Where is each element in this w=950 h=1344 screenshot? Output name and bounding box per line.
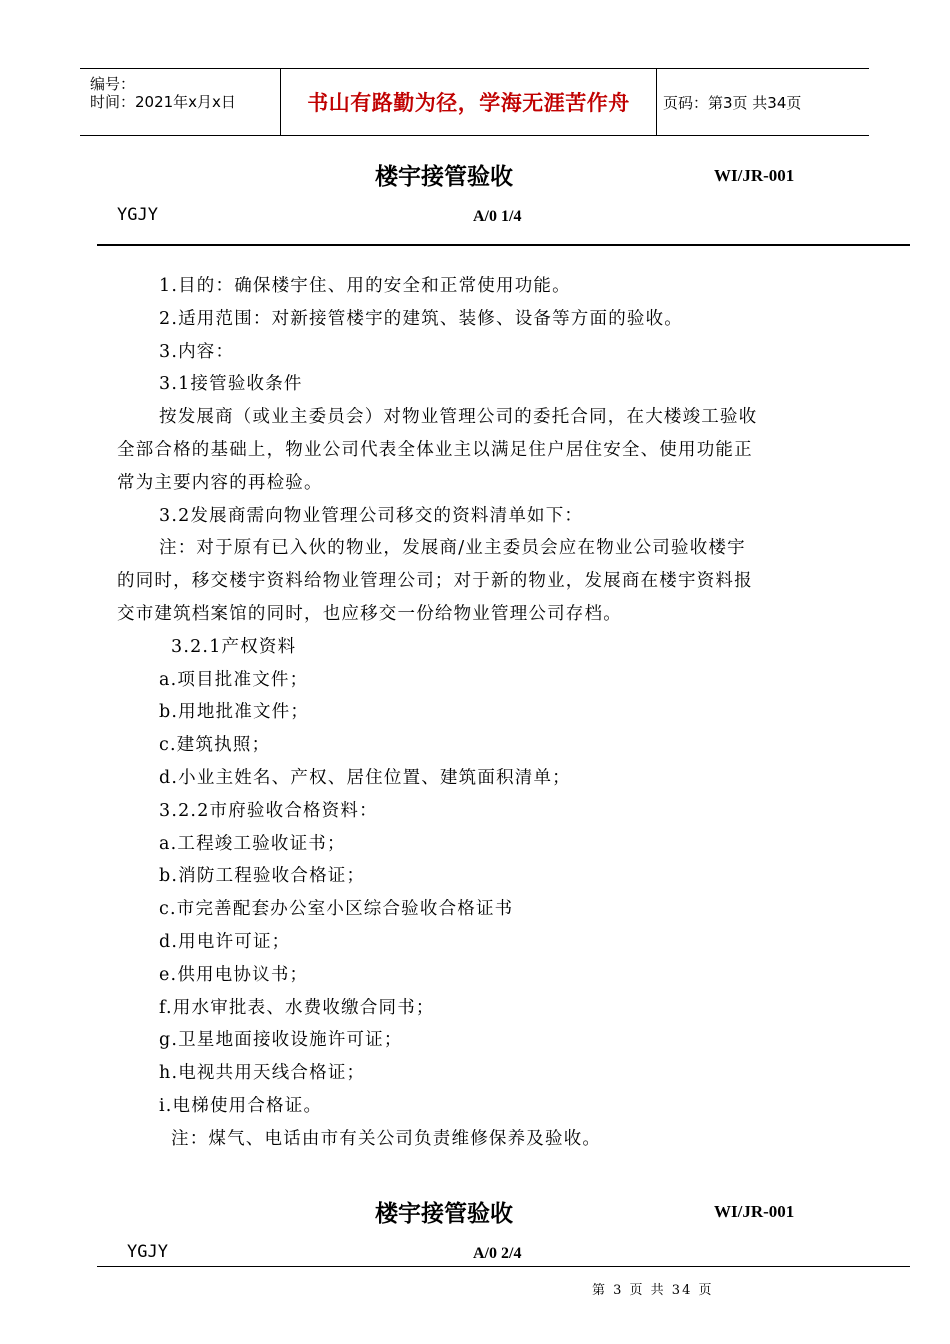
subheading-3-1: 3.1接管验收条件 xyxy=(159,374,303,395)
doc-number-label: 编号： xyxy=(90,75,136,93)
paragraph-line: 的同时，移交楼宇资料给物业管理公司；对于新的物业，发展商在楼宇资料报 xyxy=(117,571,753,592)
header-motto-cell xyxy=(281,69,657,135)
doc-date-label: 时间：2021年x月x日 xyxy=(90,93,236,111)
subheading-3-2: 3.2发展商需向物业管理公司移交的资料清单如下： xyxy=(159,505,584,526)
purpose-line: 1.目的：确保楼宇住、用的安全和正常使用功能。 xyxy=(159,276,571,296)
list-item: a.项目批准文件； xyxy=(159,669,309,690)
list-item: a.工程竣工验收证书； xyxy=(159,833,346,854)
list-item: i.电梯使用合格证。 xyxy=(159,1095,323,1116)
section-revision: A/0 2/4 xyxy=(473,1245,522,1262)
section-org-code: YGJY xyxy=(127,1242,168,1262)
list-item: f.用水审批表、水费收缴合同书； xyxy=(159,997,435,1018)
paragraph-line: 常为主要内容的再检验。 xyxy=(117,472,323,493)
list-item: g.卫星地面接收设施许可证； xyxy=(159,1030,403,1051)
header-page-cell xyxy=(657,69,869,135)
paragraph-conditions xyxy=(117,401,837,499)
document-body xyxy=(117,270,837,1156)
list-item: h.电视共用天线合格证； xyxy=(159,1063,366,1084)
list-item: b.用地批准文件； xyxy=(159,702,310,723)
paragraph-line: 注：对于原有已入伙的物业，发展商/业主委员会应在物业公司验收楼宇 xyxy=(159,538,746,559)
header-table xyxy=(80,68,869,136)
scope-line: 2.适用范围：对新接管楼宇的建筑、装修、设备等方面的验收。 xyxy=(159,308,683,329)
motto-text: 书山有路勤为径，学海无涯苦作舟 xyxy=(307,91,630,115)
list-item: e.供用电协议书； xyxy=(159,964,309,985)
paragraph-line: 全部合格的基础上，物业公司代表全体业主以满足住户居住安全、使用功能正 xyxy=(117,439,753,460)
section-org-code: YGJY xyxy=(117,205,158,225)
section-revision: A/0 1/4 xyxy=(473,208,522,225)
list-item: d.用电许可证； xyxy=(159,931,291,952)
subheading-3-2-1: 3.2.1产权资料 xyxy=(171,636,297,657)
section-title: 楼宇接管验收 xyxy=(375,1201,513,1227)
section-divider xyxy=(97,244,910,246)
page-count-label: 页码：第3页 共34页 xyxy=(663,93,802,112)
section-doc-code: WI/JR-001 xyxy=(714,1202,795,1221)
list-item: c.市完善配套办公室小区综合验收合格证书 xyxy=(159,899,514,920)
subheading-3-2-2: 3.2.2市府验收合格资料： xyxy=(159,800,378,821)
section-doc-code: WI/JR-001 xyxy=(714,166,795,185)
content-heading: 3.内容： xyxy=(159,341,235,362)
list-item: c.建筑执照； xyxy=(159,735,271,756)
header-info-cell xyxy=(80,69,281,135)
list-item: b.消防工程验收合格证； xyxy=(159,866,366,887)
list-item: d.小业主姓名、产权、居住位置、建筑面积清单； xyxy=(159,767,571,788)
paragraph-line: 交市建筑档案馆的同时，也应移交一份给物业管理公司存档。 xyxy=(117,603,622,624)
section-title: 楼宇接管验收 xyxy=(375,164,513,190)
page-footer: 第 3 页 共 34 页 xyxy=(592,1283,714,1298)
note-line: 注：煤气、电话由市有关公司负责维修保养及验收。 xyxy=(171,1128,602,1149)
paragraph-note xyxy=(117,532,837,630)
paragraph-line: 按发展商（或业主委员会）对物业管理公司的委托合同，在大楼竣工验收 xyxy=(159,407,758,428)
section-divider xyxy=(97,1266,910,1267)
